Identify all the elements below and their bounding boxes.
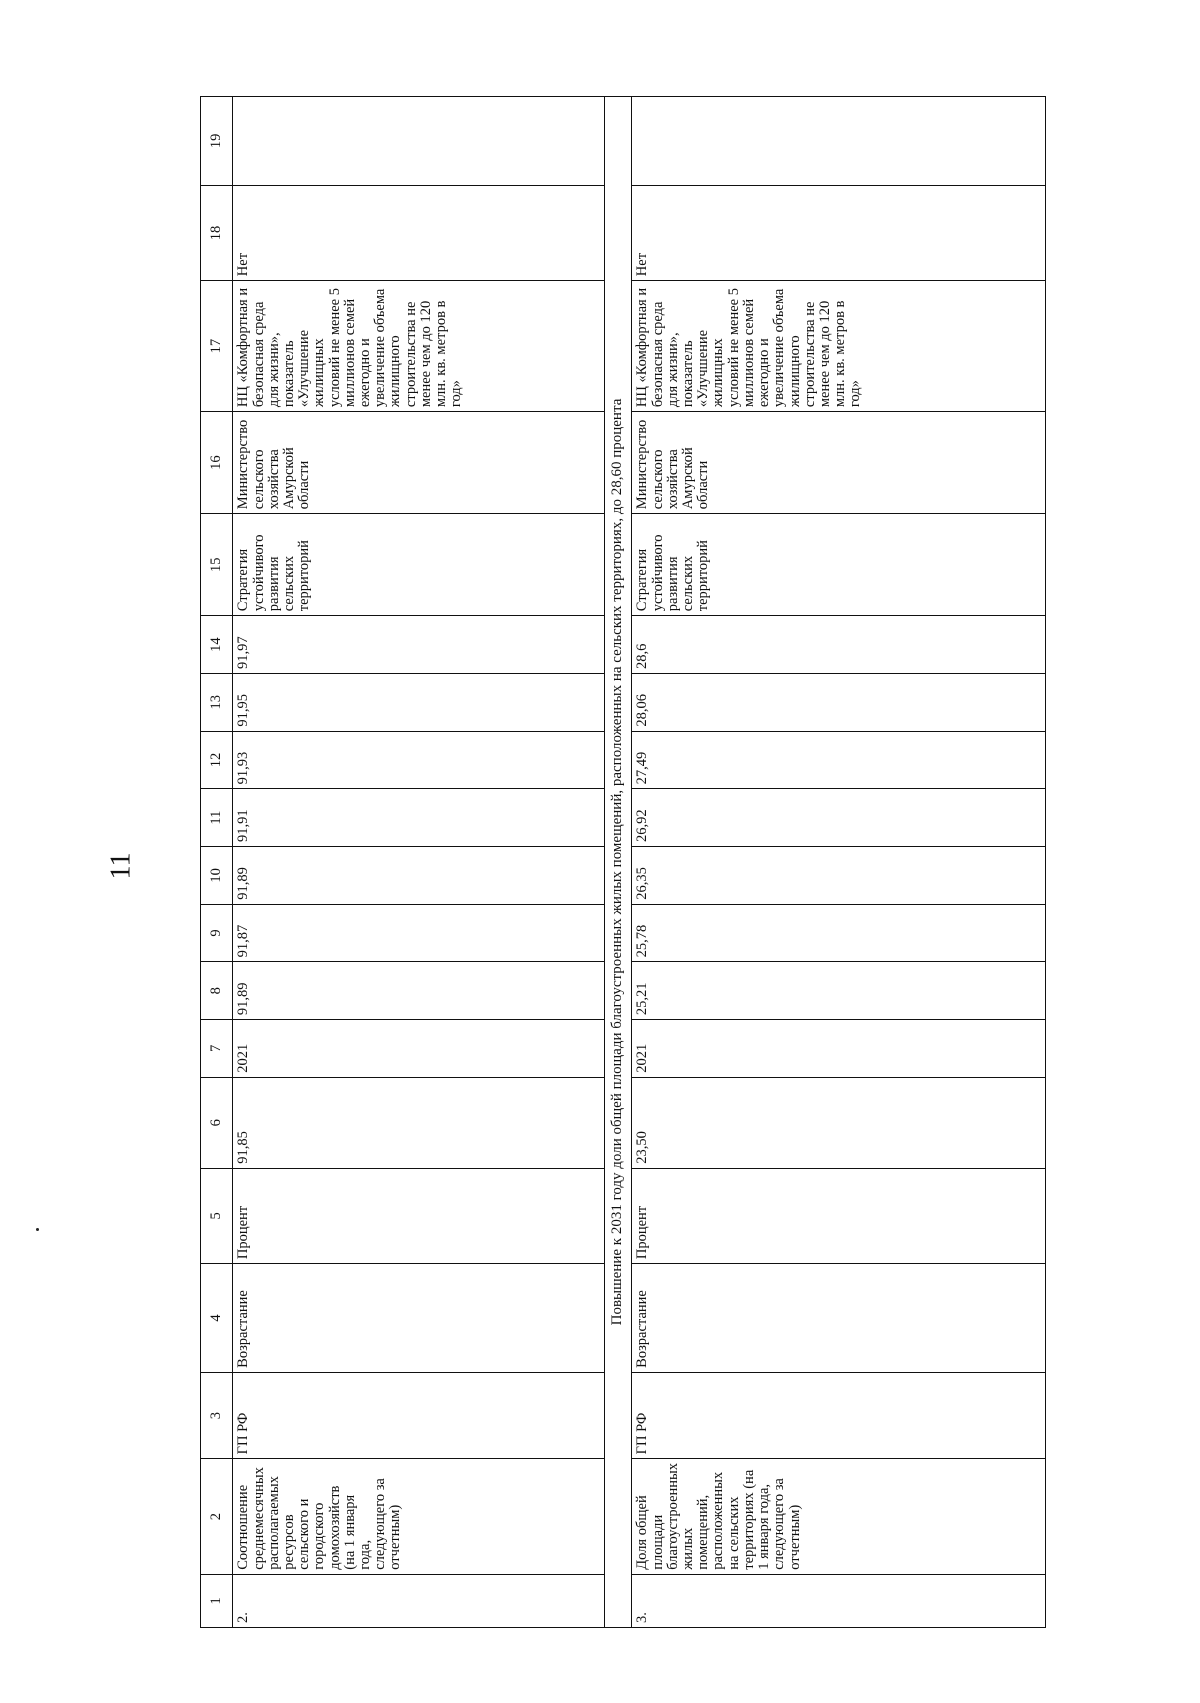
value-cell: 28,06 xyxy=(632,673,1046,731)
header-cell: 9 xyxy=(201,904,233,962)
header-cell: 18 xyxy=(201,185,233,280)
responsible-cell: Министерство сельского хозяйства Амурской области xyxy=(233,412,605,514)
value-cell: 91,89 xyxy=(233,962,605,1020)
base-year: 2021 xyxy=(632,1020,1046,1078)
indicator-level: ГП РФ xyxy=(632,1372,1046,1459)
indicator-trend: Возрастание xyxy=(233,1264,605,1373)
header-cell: 2 xyxy=(201,1459,233,1574)
page-number: 11 xyxy=(105,852,137,880)
header-cell: 4 xyxy=(201,1264,233,1373)
header-cell: 16 xyxy=(201,412,233,514)
link-cell: НЦ «Комфортная и безопасная среда для жизни», показатель «Улучшение жилищных условий не менее 5 миллионов семей ежегодно и увеличение объема жилищного строительства не менее чем до 120 млн. кв. метров в год» xyxy=(632,281,1046,412)
indicator-name: Доля общей площади благоустроенных жилых помещений, расположенных на сельских территориях (на 1 января года, следующего за отчетным) xyxy=(632,1459,1046,1574)
header-cell: 3 xyxy=(201,1372,233,1459)
document-cell: Стратегия устойчивого развития сельских территорий xyxy=(632,514,1046,616)
header-cell: 8 xyxy=(201,962,233,1020)
header-cell: 5 xyxy=(201,1168,233,1263)
indicator-name: Соотношение среднемесячных располагаемых ресурсов сельского и городского домохозяйств (на 1 января года, следующего за отчетным) xyxy=(233,1459,605,1574)
value-cell: 91,95 xyxy=(233,673,605,731)
responsible-cell: Министерство сельского хозяйства Амурской области xyxy=(632,412,1046,514)
indicator-unit: Процент xyxy=(233,1168,605,1263)
header-cell: 19 xyxy=(201,97,233,186)
value-cell: 26,92 xyxy=(632,789,1046,847)
header-cell: 12 xyxy=(201,731,233,789)
section-title: Повышение к 2031 году доли общей площади благоустроенных жилых помещений, расположенных на сельских территориях, до 28,60 процента xyxy=(605,97,632,1628)
col19-cell xyxy=(233,97,605,186)
header-cell: 11 xyxy=(201,789,233,847)
header-cell: 17 xyxy=(201,281,233,412)
value-cell: 91,89 xyxy=(233,847,605,905)
table-container xyxy=(200,96,1046,1628)
value-cell: 91,87 xyxy=(233,904,605,962)
header-cell: 14 xyxy=(201,616,233,674)
indicator-level: ГП РФ xyxy=(233,1372,605,1459)
col19-cell xyxy=(632,97,1046,186)
col18-cell: Нет xyxy=(632,185,1046,280)
indicators-table xyxy=(200,96,1046,1628)
base-year: 2021 xyxy=(233,1020,605,1078)
link-cell: НЦ «Комфортная и безопасная среда для жизни», показатель «Улучшение жилищных условий не менее 5 миллионов семей ежегодно и увеличение объема жилищного строительства не менее чем до 120 млн. кв. метров в год» xyxy=(233,281,605,412)
base-value: 23,50 xyxy=(632,1077,1046,1168)
document-cell: Стратегия устойчивого развития сельских территорий xyxy=(233,514,605,616)
scan-speck xyxy=(36,1228,39,1231)
value-cell: 25,78 xyxy=(632,904,1046,962)
value-cell: 91,97 xyxy=(233,616,605,674)
value-cell: 91,93 xyxy=(233,731,605,789)
header-cell: 7 xyxy=(201,1020,233,1078)
header-cell: 6 xyxy=(201,1077,233,1168)
table-row xyxy=(632,97,1046,1628)
row-number: 2. xyxy=(233,1574,605,1627)
table-row xyxy=(233,97,605,1628)
indicator-unit: Процент xyxy=(632,1168,1046,1263)
value-cell: 26,35 xyxy=(632,847,1046,905)
value-cell: 25,21 xyxy=(632,962,1046,1020)
value-cell: 27,49 xyxy=(632,731,1046,789)
indicator-trend: Возрастание xyxy=(632,1264,1046,1373)
header-cell: 15 xyxy=(201,514,233,616)
header-cell: 13 xyxy=(201,673,233,731)
row-number: 3. xyxy=(632,1574,1046,1627)
col18-cell: Нет xyxy=(233,185,605,280)
base-value: 91,85 xyxy=(233,1077,605,1168)
header-row xyxy=(201,97,233,1628)
header-cell: 10 xyxy=(201,847,233,905)
value-cell: 28,6 xyxy=(632,616,1046,674)
section-row xyxy=(605,97,632,1628)
header-cell: 1 xyxy=(201,1574,233,1627)
value-cell: 91,91 xyxy=(233,789,605,847)
